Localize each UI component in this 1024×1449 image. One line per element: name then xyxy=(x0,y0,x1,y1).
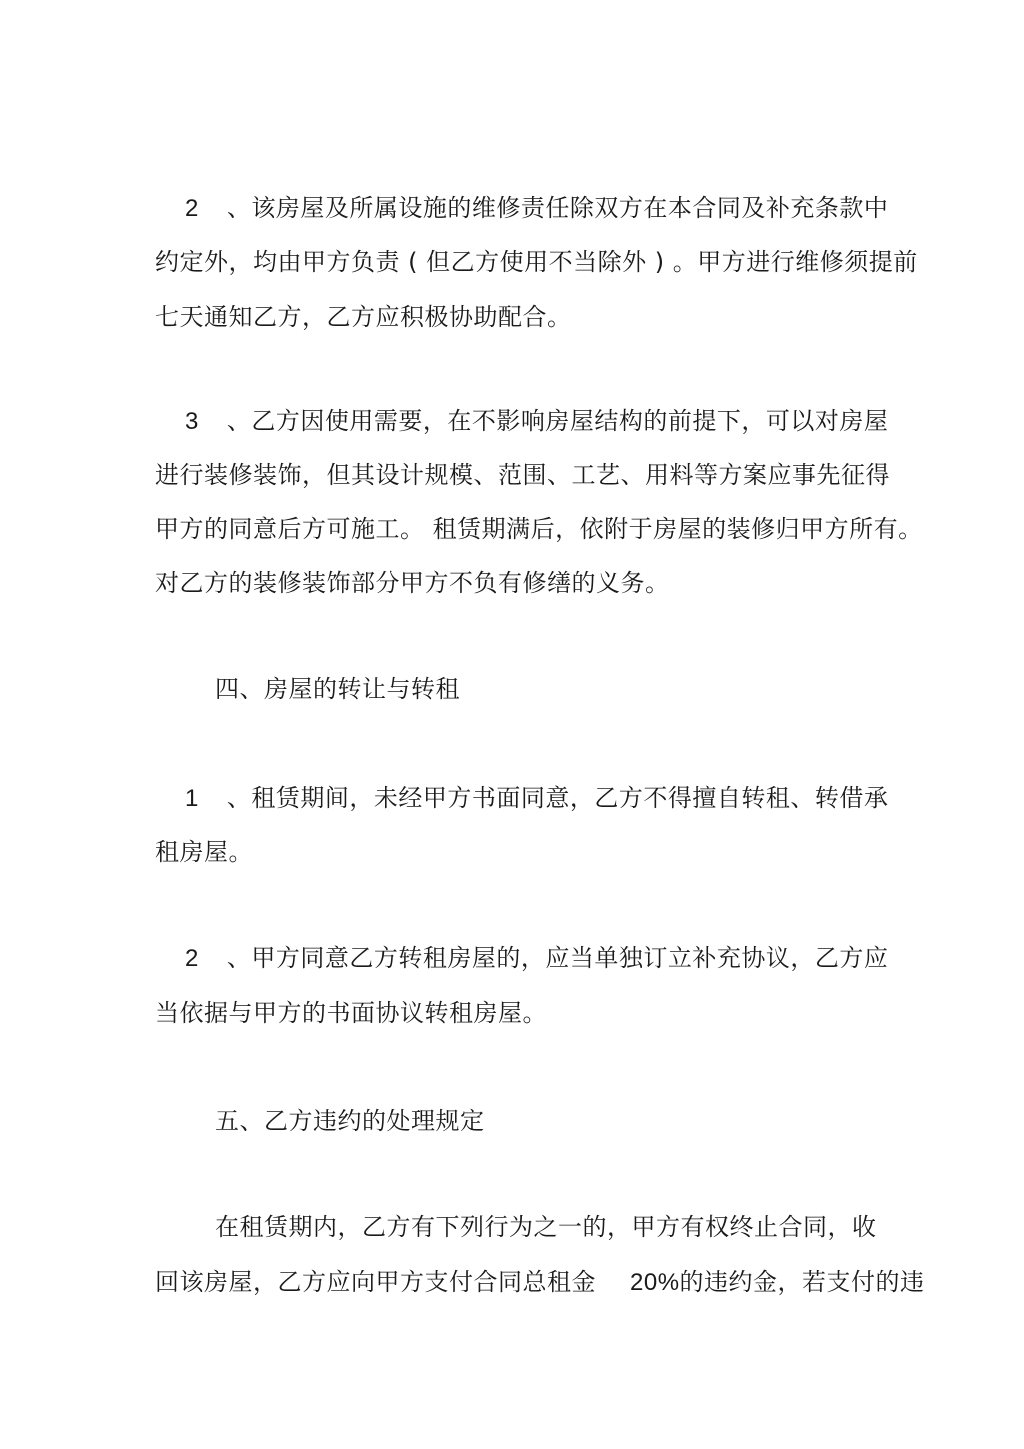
paragraph-line: 约定外，均由甲方负责 ( 但乙方使用不当除外 ) 。甲方进行维修须提前 xyxy=(155,248,918,276)
paragraph-line xyxy=(185,405,888,438)
text: 回该房屋，乙方应向甲方支付合同总租金 xyxy=(155,1268,596,1296)
paragraph-line: 租房屋。 xyxy=(155,838,253,866)
paragraph-line: 在租赁期内，乙方有下列行为之一的，甲方有权终止合同，收 xyxy=(215,1213,877,1241)
section-heading: 五、乙方违约的处理规定 xyxy=(215,1107,485,1135)
item-number: 3 xyxy=(185,408,199,435)
paragraph-line xyxy=(185,942,888,975)
item-number: 1 xyxy=(185,785,199,812)
paragraph-line: 甲方的同意后方可施工。 租赁期满后，依附于房屋的装修归甲方所有。 xyxy=(155,515,923,543)
item-number: 2 xyxy=(185,945,199,972)
paragraph-line: 进行装修装饰，但其设计规模、范围、工艺、用料等方案应事先征得 xyxy=(155,461,890,489)
text: 的违约金，若支付的违 xyxy=(679,1268,925,1296)
text: 、乙方因使用需要，在不影响房屋结构的前提下，可以对房屋 xyxy=(226,407,889,435)
paragraph-line xyxy=(155,1266,925,1299)
text: 、甲方同意乙方转租房屋的，应当单独订立补充协议，乙方应 xyxy=(226,944,889,972)
section-heading: 四、房屋的转让与转租 xyxy=(215,675,460,703)
text: 、该房屋及所属设施的维修责任除双方在本合同及补充条款中 xyxy=(226,194,889,222)
paragraph-line xyxy=(185,782,888,815)
paragraph-line: 当依据与甲方的书面协议转租房屋。 xyxy=(155,999,547,1027)
paragraph-line xyxy=(185,192,888,225)
item-number: 2 xyxy=(185,195,199,222)
percentage: 20% xyxy=(630,1269,680,1296)
paragraph-line: 七天通知乙方，乙方应积极协助配合。 xyxy=(155,303,572,331)
paragraph-line: 对乙方的装修装饰部分甲方不负有修缮的义务。 xyxy=(155,569,670,597)
text: 、租赁期间，未经甲方书面同意，乙方不得擅自转租、转借承 xyxy=(226,784,889,812)
